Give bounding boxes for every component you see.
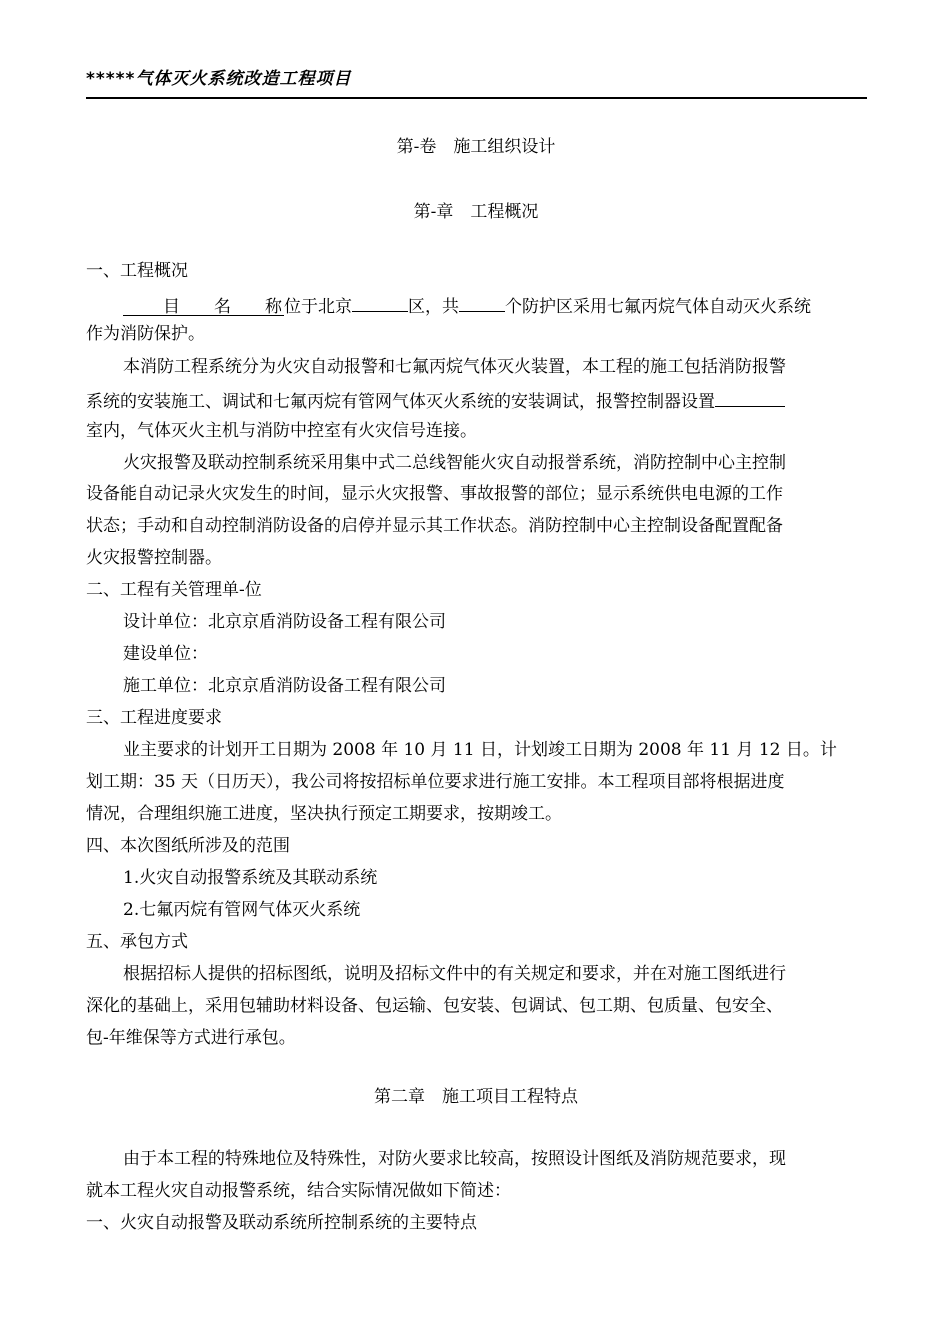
chapter-2-title: 第二章 施工项目工程特点 [374,1087,578,1107]
paragraph-line: 情况，合理组织施工进度，坚决执行预定工期要求，按期竣工。 [86,804,562,824]
chapter-2-section-1-heading: 一、火灾自动报警及联动系统所控制系统的主要特点 [86,1213,477,1233]
paragraph-line: 本消防工程系统分为火灾自动报警和七氟丙烷气体灭火装置，本工程的施工包括消防报警 [123,357,786,377]
paragraph-line: 由于本工程的特殊地位及特殊性，对防火要求比较高，按照设计图纸及消防规范要求，现 [123,1149,786,1169]
project-name-field: 目 名 称 [123,295,284,316]
section-4-heading: 四、本次图纸所涉及的范围 [86,836,290,856]
build-unit: 建设单位： [123,644,208,664]
header-rule [86,97,867,99]
paragraph-line [86,386,785,414]
construct-unit: 施工单位：北京京盾消防设备工程有限公司 [123,676,446,696]
section-2-heading: 二、工程有关管理单-位 [86,580,262,600]
paragraph-line: 状态；手动和自动控制消防设备的启停并显示其工作状态。消防控制中心主控制设备配置配备 [86,516,783,536]
paragraph-line: 设备能自动记录火灾发生的时间，显示火灾报警、事故报警的部位；显示系统供电电源的工作 [86,484,783,504]
zones-count-blank [459,291,505,312]
scope-item-2: 2.七氟丙烷有管网气体灭火系统 [123,900,361,920]
paragraph-line: 划工期：35 天（日历天），我公司将按招标单位要求进行施工安排。本工程项目部将根据进度 [86,772,785,792]
paragraph-line: 包-年维保等方式进行承包。 [86,1028,296,1048]
volume-title: 第-卷 施工组织设计 [396,137,556,157]
system-text: 个防护区采用七氟丙烷气体自动灭火系统 [505,297,811,317]
paragraph-line: 就本工程火灾自动报警系统，结合实际情况做如下简述： [86,1181,511,1201]
section-1-heading: 一、工程概况 [86,261,188,281]
paragraph-line: 室内，气体灭火主机与消防中控室有火灾信号连接。 [86,421,477,441]
section-3-heading: 三、工程进度要求 [86,708,222,728]
paragraph-line: 火灾报警控制器。 [86,548,222,568]
project-name-line [123,291,866,319]
paragraph-line: 根据招标人提供的招标图纸，说明及招标文件中的有关规定和要求，并在对施工图纸进行 [123,964,786,984]
location-text: 位于北京 [284,297,352,317]
paragraph-line: 火灾报警及联动控制系统采用集中式二总线智能火灾自动报誉系统，消防控制中心主控制 [123,453,786,473]
scope-item-1: 1.火灾自动报警系统及其联动系统 [123,868,378,888]
district-blank [352,291,408,312]
zones-text: 区，共 [408,297,459,317]
section-5-heading: 五、承包方式 [86,932,188,952]
chapter-1-title: 第-章 工程概况 [413,202,539,222]
design-unit: 设计单位：北京京盾消防设备工程有限公司 [123,612,446,632]
paragraph-line: 作为消防保护。 [86,324,205,344]
paragraph-line: 深化的基础上，采用包辅助材料设备、包运输、包安装、包调试、包工期、包质量、包安全、 [86,996,783,1016]
paragraph-line: 业主要求的计划开工日期为 2008 年 10 月 11 日，计划竣工日期为 2008 年 11 月 12 日。计 [123,740,837,760]
controller-location-text: 系统的安装施工、调试和七氟丙烷有管网气体灭火系统的安装调试，报警控制器设置 [86,392,715,412]
controller-room-blank [715,386,785,407]
document-header-title: *****气体灭火系统改造工程项目 [86,69,352,89]
